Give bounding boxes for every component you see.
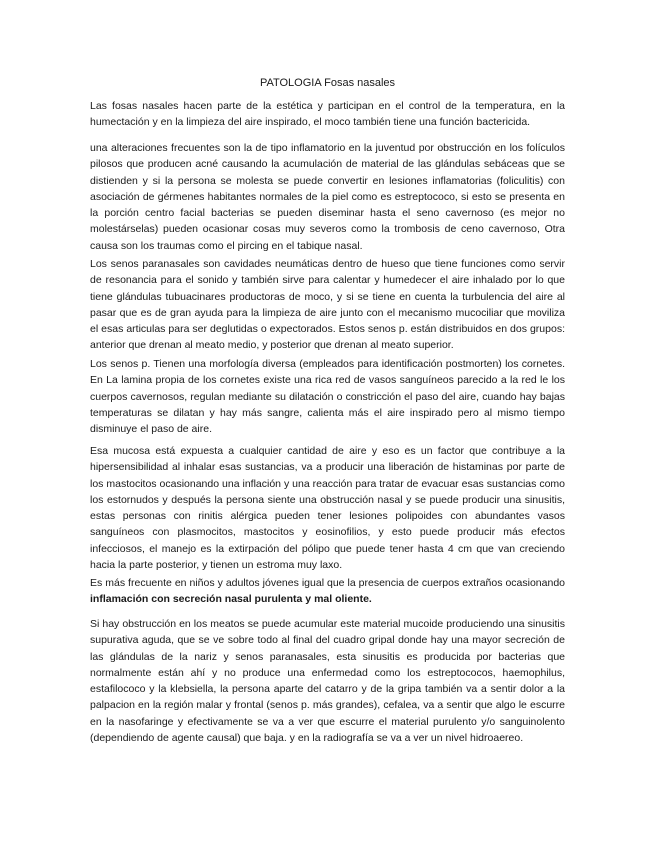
paragraph-3: Los senos paranasales son cavidades neumáticas dentro de hueso que tiene funciones como servir de resonancia para el sonido y también sirve para calentar y humedecer el aire inhalado por lo que tiene glándulas tubuacinares productoras de moco, y si se tiene en cuenta la turbulencia del aire al pasar que es de gran ayuda para la limpieza de aire junto con el mecanismo mucociliar que moviliza el esas articulas para ser deglutidas o expectorados. Estos senos p. están distribuidos en dos grupos: anterior que drenan al meato medio, y posterior que drenan al meato superior.	[90, 258, 565, 352]
document-title: PATOLOGIA Fosas nasales	[259, 77, 396, 89]
paragraph-7: Si hay obstrucción en los meatos se puede acumular este material mucoide produciendo una sinusitis supurativa aguda, que se ve sobre todo al final del cuadro gripal donde hay una mayor secreción de las glándulas de la nariz y senos paranasales, esta sinusitis es producida por bacterias que normalmente están ahí y no produce una enfermedad como los estreptococos, haemophilus, estafilococo y la klebsiella, la persona aparte del catarro y de la gripa también va a sentir dolor a la palpacion en la región malar y frontal (senos p. más grandes), cefalea, va a sentir que algo le escurre en la nasofaringe y efectivamente se va a ver que escurre el material purulento y/o sanguinolento (dependiendo de agente causal) que baja. y en la radiografía se va a ver un nivel hidroaereo.	[90, 618, 565, 745]
paragraph-1: Las fosas nasales hacen parte de la estética y participan en el control de la temperatura, en la humectación y en la limpieza del aire inspirado, el moco también tiene una función bactericida.	[90, 100, 565, 129]
paragraph-6-text: Es más frecuente en niños y adultos jóvenes igual que la presencia de cuerpos extraños ocasionando	[90, 577, 565, 589]
paragraph-5: Esa mucosa está expuesta a cualquier cantidad de aire y eso es un factor que contribuye a la hipersensibilidad al inhalar esas sustancias, va a producir una liberación de histaminas por parte de los mastocitos ocasionando una inflación y una reacción para tratar de evacuar esas sustancias como los estornudos y después la persona siente una obstrucción nasal y se puede producir una sinusitis, estas personas con rinitis alérgica pueden tener lesiones polipoides con abundantes vasos sanguíneos con plasmocitos, mastocitos y eosinofilios, y esto puede producir más efectos infecciosos, el manejo es la extirpación del pólipo que puede tener hasta 4 cm que van creciendo hacia la parte posterior, y tienen un estroma muy laxo.	[90, 445, 565, 572]
paragraph-6-bold-text: inflamación con secreción nasal purulenta y mal oliente.	[90, 593, 372, 606]
paragraph-4: Los senos p. Tienen una morfología diversa (empleados para identificación postmorten) los cornetes. En La lamina propia de los cornetes existe una rica red de vasos sanguíneos parecido a la red le los cuerpos cavernosos, regulan mediante su dilatación o constricción el paso del aire, cuando hay bajas temperaturas se dilatan y hay más sangre, calienta más el aire inspirado pero al mismo tiempo disminuye el paso de aire.	[90, 358, 565, 436]
paragraph-2: una alteraciones frecuentes son la de tipo inflamatorio en la juventud por obstrucción en los folículos pilosos que producen acné causando la acumulación de material de las glándulas sebáceas que se distienden y si la persona se molesta se puede convertir en lesiones inflamatorias (foliculitis) con asociación de gérmenes habitantes normales de la piel como es estreptococo, si esto se presenta en la porción centro facial bacterias se pueden diseminar hasta el seno cavernoso (es mejor no molestárselas) pueden ocasionar cosas muy severos como la trombosis de ceno cavernoso, Otra causa son los traumas como el pircing en el tabique nasal.	[90, 142, 565, 252]
paragraph-6	[90, 575, 565, 608]
